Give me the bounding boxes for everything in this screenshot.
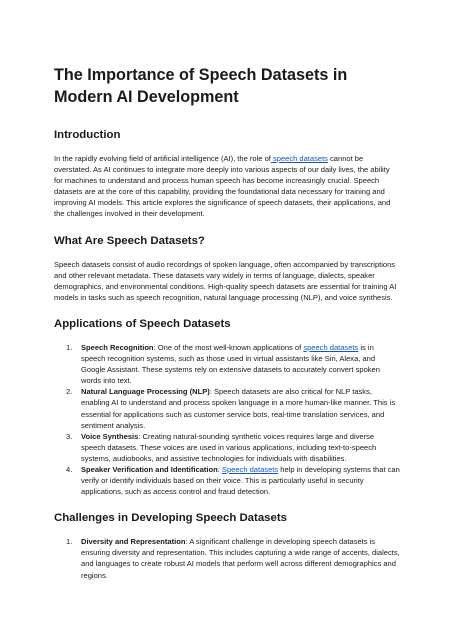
intro-paragraph — [54, 153, 400, 220]
document-content — [54, 64, 400, 581]
list-text: Speech datasets are also critical for NLP tasks, enabling AI to understand and process spoken language in a more human-like manner. This is essential for applications such as customer service bots, real-time translation services, and sentiment analysis. — [81, 387, 396, 430]
list-separator: : — [138, 431, 143, 441]
intro-text-end: cannot be overstated. As AI continues to integrate more deeply into various aspects of our daily lives, the ability for machines to understand and process human speech has become increasingly crucial. Speech datasets are at the core of this capability, providing the foundational data necessary for training and improving AI models. This article explores the significance of speech datasets, their applications, and the challenges involved in their development. — [54, 154, 391, 219]
list-separator: : — [153, 342, 158, 352]
list-item — [54, 464, 400, 497]
list-term: Voice Synthesis — [81, 431, 139, 441]
speech-datasets-link[interactable]: Speech datasets — [221, 464, 279, 474]
list-text: Creating natural-sounding synthetic voices requires large and diverse speech datasets. These voices are used in various applications, including text-to-speech systems, audiobooks, and assistive technologies for individuals with disabilities. — [81, 431, 377, 463]
challenges-list — [54, 536, 400, 580]
list-number: 2. — [66, 387, 73, 397]
list-separator: : — [217, 464, 222, 474]
list-item — [54, 386, 400, 430]
list-text: help in developing systems that can verify or identify individuals based on their voice. This is particularly useful in security applications, such as access control and fraud detection. — [81, 464, 400, 497]
list-number: 1. — [66, 342, 73, 352]
list-item — [54, 536, 400, 580]
list-term: Diversity and Representation — [81, 537, 186, 547]
list-term: Speaker Verification and Identification — [81, 464, 218, 474]
what-heading: What Are Speech Datasets? — [54, 234, 205, 247]
challenges-heading: Challenges in Developing Speech Datasets — [54, 512, 287, 525]
list-number: 3. — [66, 431, 73, 441]
list-item — [54, 342, 400, 386]
list-separator: : — [209, 387, 214, 397]
what-paragraph: Speech datasets consist of audio recordings of spoken language, often accompanied by transcriptions and other relevant metadata. These datasets vary widely in terms of language, dialects, speaker demographics, and environmental conditions. High-quality speech datasets are essential for training AI models in tasks such as speech recognition, natural language processing (NLP), and voice synthesis. — [54, 259, 397, 302]
applications-list — [54, 342, 400, 497]
list-text: A significant challenge in developing speech datasets is ensuring diversity and representation. This includes capturing a wide range of accents, dialects, and languages to create robust AI models that perform well across different demographics and regions. — [81, 537, 400, 580]
document-title: The Importance of Speech Datasets in Modern AI Development — [54, 66, 348, 106]
list-number: 4. — [66, 464, 73, 474]
speech-datasets-link[interactable]: speech datasets — [270, 154, 328, 163]
list-term: Natural Language Processing (NLP) — [81, 387, 210, 397]
list-text: is in speech recognition systems, such as those used in virtual assistants like Siri, Alexa, and Google Assistant. These systems rely on extensive datasets to accurately convert spoken words into text. — [81, 342, 380, 386]
list-number: 1. — [66, 537, 73, 547]
list-separator: : — [185, 537, 190, 547]
applications-heading: Applications of Speech Datasets — [54, 317, 231, 330]
list-item — [54, 431, 400, 464]
list-term: Speech Recognition — [81, 342, 154, 352]
intro-text-start: In the rapidly evolving field of artificial intelligence (AI), the role of — [54, 154, 271, 163]
intro-heading: Introduction — [54, 129, 121, 141]
list-text: One of the most well-known applications of — [157, 342, 304, 352]
speech-datasets-link[interactable]: speech datasets — [303, 342, 359, 352]
